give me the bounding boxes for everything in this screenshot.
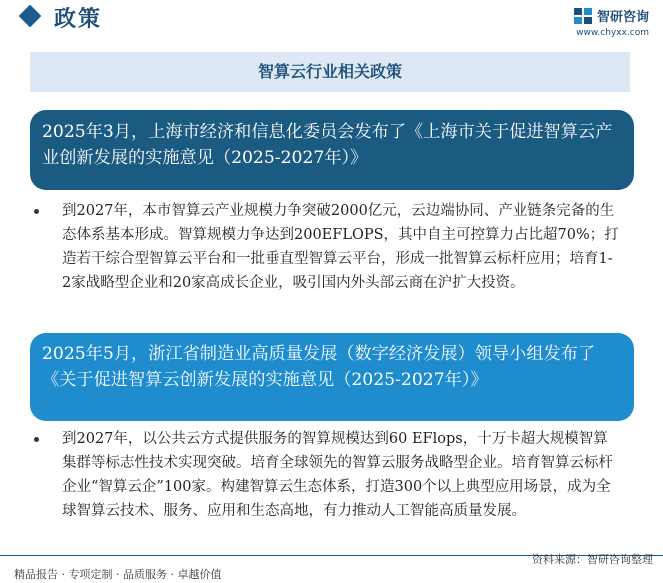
brand-logo-icon bbox=[574, 8, 592, 24]
policy-bullet-text: 到2027年，以公共云方式提供服务的智算规模达到60 EFlops，十万卡超大规模智算集群等标志性技术实现突破。培育全球领先的智算云服务战略型企业。培育智算云标杆企业“智算云企”100家。构建智算云生态体系，打造300个以上典型应用场景，成为全球智算云技术、服务、应用和生态高地，有力推动人工智能高质量发展。 bbox=[62, 431, 613, 519]
policy-bullet-2 bbox=[40, 427, 620, 523]
bullet-icon bbox=[34, 437, 39, 442]
policy-bullet-1 bbox=[40, 199, 620, 295]
policy-heading-1 bbox=[30, 110, 634, 190]
diamond-icon bbox=[19, 5, 42, 28]
policy-heading-text: 2025年3月，上海市经济和信息化委员会发布了《上海市关于促进智算云产业创新发展的实施意见（2025-2027年）》 bbox=[42, 122, 613, 168]
header-bar bbox=[0, 0, 663, 40]
page-title: 智算云行业相关政策 bbox=[30, 52, 630, 92]
source-note: 资料来源：智研咨询整理 bbox=[532, 553, 653, 566]
bullet-icon bbox=[34, 209, 39, 214]
policy-bullet-text: 到2027年，本市智算云产业规模力争突破2000亿元，云边端协同、产业链条完备的生态体系基本形成。智算规模力争达到200EFLOPS，其中自主可控算力占比超70%；打造若干综合型智算云平台和一批垂直型智算云平台，形成一批智算云标杆应用；培育1-2家战略型企业和20家高成长企业，吸引国内外头部云商在沪扩大投资。 bbox=[62, 203, 619, 291]
policy-heading-2 bbox=[30, 333, 634, 421]
brand-name: 智研咨询 bbox=[596, 10, 649, 25]
section-title: 政策 bbox=[54, 7, 103, 32]
brand bbox=[574, 6, 649, 38]
brand-url[interactable]: www.chyxx.com bbox=[576, 28, 649, 38]
footer-services: 精品报告 · 专项定制 · 品质服务 · 卓越价值 bbox=[14, 568, 222, 581]
policy-heading-text: 2025年5月，浙江省制造业高质量发展（数字经济发展）领导小组发布了《关于促进智算云创新发展的实施意见（2025-2027年）》 bbox=[42, 344, 596, 390]
